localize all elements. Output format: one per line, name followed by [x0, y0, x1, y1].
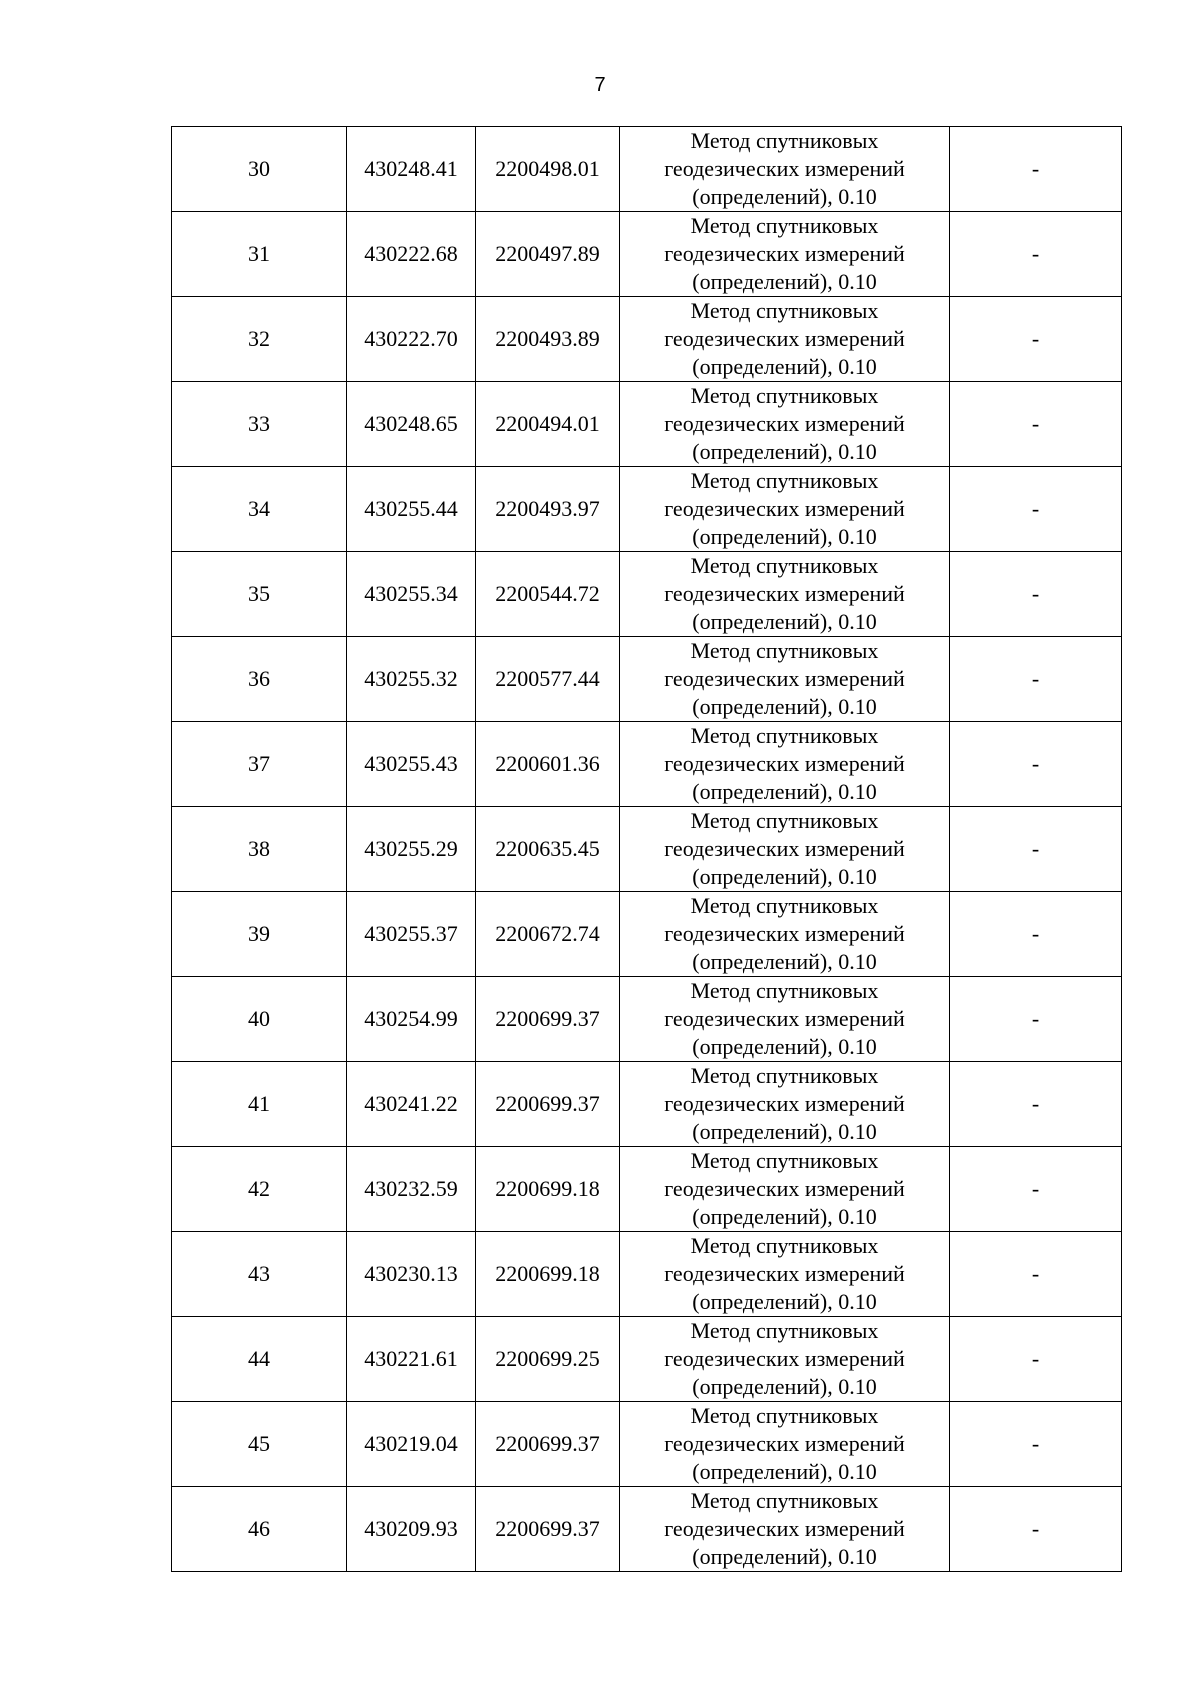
- x-coordinate-cell: 430255.32: [347, 637, 476, 722]
- method-text-line: геодезических измерений: [664, 921, 905, 946]
- y-coordinate-cell: 2200699.18: [476, 1232, 620, 1317]
- method-text-line: геодезических измерений: [664, 666, 905, 691]
- description-cell: -: [950, 382, 1122, 467]
- table-row: [172, 807, 1122, 892]
- description-cell: -: [950, 1402, 1122, 1487]
- method-text-line: геодезических измерений: [664, 156, 905, 181]
- y-coordinate-cell: 2200699.37: [476, 1402, 620, 1487]
- point-number-cell: 30: [172, 127, 347, 212]
- table-row: [172, 1487, 1122, 1572]
- point-number-cell: 46: [172, 1487, 347, 1572]
- point-number-cell: 33: [172, 382, 347, 467]
- x-coordinate-cell: 430241.22: [347, 1062, 476, 1147]
- method-accuracy-cell: [620, 977, 950, 1062]
- x-coordinate-cell: 430222.70: [347, 297, 476, 382]
- method-text-line: геодезических измерений: [664, 1261, 905, 1286]
- x-coordinate-cell: 430222.68: [347, 212, 476, 297]
- point-number-cell: 31: [172, 212, 347, 297]
- method-text-line: Метод спутниковых: [690, 808, 879, 833]
- x-coordinate-cell: 430255.34: [347, 552, 476, 637]
- method-text-line: (определений), 0.10: [692, 779, 877, 804]
- method-text-line: Метод спутниковых: [690, 1233, 879, 1258]
- y-coordinate-cell: 2200493.97: [476, 467, 620, 552]
- method-text-line: Метод спутниковых: [690, 978, 879, 1003]
- method-text-line: (определений), 0.10: [692, 1204, 877, 1229]
- method-accuracy-cell: [620, 467, 950, 552]
- y-coordinate-cell: 2200493.89: [476, 297, 620, 382]
- method-accuracy-cell: [620, 1317, 950, 1402]
- y-coordinate-cell: 2200577.44: [476, 637, 620, 722]
- y-coordinate-cell: 2200672.74: [476, 892, 620, 977]
- table-row: [172, 722, 1122, 807]
- y-coordinate-cell: 2200699.18: [476, 1147, 620, 1232]
- method-accuracy-cell: [620, 382, 950, 467]
- y-coordinate-cell: 2200497.89: [476, 212, 620, 297]
- table-row: [172, 1402, 1122, 1487]
- point-number-cell: 43: [172, 1232, 347, 1317]
- point-number-cell: 44: [172, 1317, 347, 1402]
- method-text-line: (определений), 0.10: [692, 269, 877, 294]
- method-text-line: (определений), 0.10: [692, 1544, 877, 1569]
- coordinates-table: [171, 126, 1122, 1572]
- method-text-line: геодезических измерений: [664, 1346, 905, 1371]
- table-row: [172, 297, 1122, 382]
- y-coordinate-cell: 2200699.37: [476, 1487, 620, 1572]
- method-text-line: Метод спутниковых: [690, 1488, 879, 1513]
- table-row: [172, 382, 1122, 467]
- method-text-line: геодезических измерений: [664, 1516, 905, 1541]
- method-text-line: (определений), 0.10: [692, 694, 877, 719]
- method-text-line: Метод спутниковых: [690, 553, 879, 578]
- method-text-line: (определений), 0.10: [692, 1119, 877, 1144]
- table-row: [172, 1062, 1122, 1147]
- y-coordinate-cell: 2200699.25: [476, 1317, 620, 1402]
- page-number: 7: [594, 74, 606, 96]
- point-number-cell: 37: [172, 722, 347, 807]
- point-number-cell: 40: [172, 977, 347, 1062]
- y-coordinate-cell: 2200699.37: [476, 977, 620, 1062]
- method-text-line: (определений), 0.10: [692, 864, 877, 889]
- x-coordinate-cell: 430248.65: [347, 382, 476, 467]
- method-text-line: Метод спутниковых: [690, 1148, 879, 1173]
- method-accuracy-cell: [620, 1232, 950, 1317]
- x-coordinate-cell: 430255.43: [347, 722, 476, 807]
- table-row: [172, 552, 1122, 637]
- description-cell: -: [950, 722, 1122, 807]
- method-text-line: геодезических измерений: [664, 1091, 905, 1116]
- point-number-cell: 34: [172, 467, 347, 552]
- method-text-line: геодезических измерений: [664, 1431, 905, 1456]
- table-row: [172, 637, 1122, 722]
- method-accuracy-cell: [620, 807, 950, 892]
- method-text-line: (определений), 0.10: [692, 1034, 877, 1059]
- x-coordinate-cell: 430255.29: [347, 807, 476, 892]
- x-coordinate-cell: 430221.61: [347, 1317, 476, 1402]
- point-number-cell: 41: [172, 1062, 347, 1147]
- x-coordinate-cell: 430209.93: [347, 1487, 476, 1572]
- method-accuracy-cell: [620, 892, 950, 977]
- description-cell: -: [950, 977, 1122, 1062]
- method-text-line: Метод спутниковых: [690, 638, 879, 663]
- table-row: [172, 467, 1122, 552]
- description-cell: -: [950, 807, 1122, 892]
- method-text-line: геодезических измерений: [664, 411, 905, 436]
- point-number-cell: 35: [172, 552, 347, 637]
- method-accuracy-cell: [620, 127, 950, 212]
- description-cell: -: [950, 552, 1122, 637]
- point-number-cell: 45: [172, 1402, 347, 1487]
- method-text-line: (определений), 0.10: [692, 439, 877, 464]
- method-text-line: геодезических измерений: [664, 751, 905, 776]
- method-text-line: (определений), 0.10: [692, 1459, 877, 1484]
- method-text-line: (определений), 0.10: [692, 609, 877, 634]
- x-coordinate-cell: 430254.99: [347, 977, 476, 1062]
- method-text-line: Метод спутниковых: [690, 128, 879, 153]
- table-row: [172, 1232, 1122, 1317]
- table-row: [172, 892, 1122, 977]
- y-coordinate-cell: 2200494.01: [476, 382, 620, 467]
- table-row: [172, 212, 1122, 297]
- description-cell: -: [950, 892, 1122, 977]
- method-accuracy-cell: [620, 552, 950, 637]
- method-text-line: геодезических измерений: [664, 1006, 905, 1031]
- method-text-line: Метод спутниковых: [690, 1063, 879, 1088]
- method-text-line: (определений), 0.10: [692, 1374, 877, 1399]
- x-coordinate-cell: 430248.41: [347, 127, 476, 212]
- method-text-line: (определений), 0.10: [692, 184, 877, 209]
- method-text-line: Метод спутниковых: [690, 468, 879, 493]
- x-coordinate-cell: 430219.04: [347, 1402, 476, 1487]
- y-coordinate-cell: 2200601.36: [476, 722, 620, 807]
- method-text-line: Метод спутниковых: [690, 383, 879, 408]
- method-text-line: Метод спутниковых: [690, 1318, 879, 1343]
- method-accuracy-cell: [620, 1147, 950, 1232]
- description-cell: -: [950, 637, 1122, 722]
- description-cell: -: [950, 1487, 1122, 1572]
- method-accuracy-cell: [620, 722, 950, 807]
- table-row: [172, 127, 1122, 212]
- point-number-cell: 32: [172, 297, 347, 382]
- y-coordinate-cell: 2200699.37: [476, 1062, 620, 1147]
- x-coordinate-cell: 430232.59: [347, 1147, 476, 1232]
- x-coordinate-cell: 430230.13: [347, 1232, 476, 1317]
- description-cell: -: [950, 212, 1122, 297]
- method-text-line: геодезических измерений: [664, 241, 905, 266]
- method-text-line: (определений), 0.10: [692, 524, 877, 549]
- description-cell: -: [950, 1317, 1122, 1402]
- method-text-line: (определений), 0.10: [692, 1289, 877, 1314]
- method-text-line: Метод спутниковых: [690, 298, 879, 323]
- description-cell: -: [950, 127, 1122, 212]
- method-text-line: Метод спутниковых: [690, 893, 879, 918]
- description-cell: -: [950, 297, 1122, 382]
- method-accuracy-cell: [620, 212, 950, 297]
- y-coordinate-cell: 2200498.01: [476, 127, 620, 212]
- method-text-line: Метод спутниковых: [690, 213, 879, 238]
- x-coordinate-cell: 430255.37: [347, 892, 476, 977]
- method-text-line: геодезических измерений: [664, 1176, 905, 1201]
- point-number-cell: 38: [172, 807, 347, 892]
- method-text-line: геодезических измерений: [664, 496, 905, 521]
- method-text-line: Метод спутниковых: [690, 723, 879, 748]
- x-coordinate-cell: 430255.44: [347, 467, 476, 552]
- y-coordinate-cell: 2200635.45: [476, 807, 620, 892]
- y-coordinate-cell: 2200544.72: [476, 552, 620, 637]
- point-number-cell: 42: [172, 1147, 347, 1232]
- method-text-line: геодезических измерений: [664, 581, 905, 606]
- coordinates-table-body: [172, 127, 1122, 1572]
- table-row: [172, 1147, 1122, 1232]
- method-accuracy-cell: [620, 297, 950, 382]
- description-cell: -: [950, 1062, 1122, 1147]
- description-cell: -: [950, 467, 1122, 552]
- method-text-line: (определений), 0.10: [692, 949, 877, 974]
- method-text-line: (определений), 0.10: [692, 354, 877, 379]
- method-accuracy-cell: [620, 1402, 950, 1487]
- method-accuracy-cell: [620, 1487, 950, 1572]
- method-text-line: геодезических измерений: [664, 326, 905, 351]
- description-cell: -: [950, 1147, 1122, 1232]
- method-accuracy-cell: [620, 637, 950, 722]
- method-accuracy-cell: [620, 1062, 950, 1147]
- point-number-cell: 36: [172, 637, 347, 722]
- description-cell: -: [950, 1232, 1122, 1317]
- method-text-line: геодезических измерений: [664, 836, 905, 861]
- point-number-cell: 39: [172, 892, 347, 977]
- method-text-line: Метод спутниковых: [690, 1403, 879, 1428]
- table-row: [172, 1317, 1122, 1402]
- table-row: [172, 977, 1122, 1062]
